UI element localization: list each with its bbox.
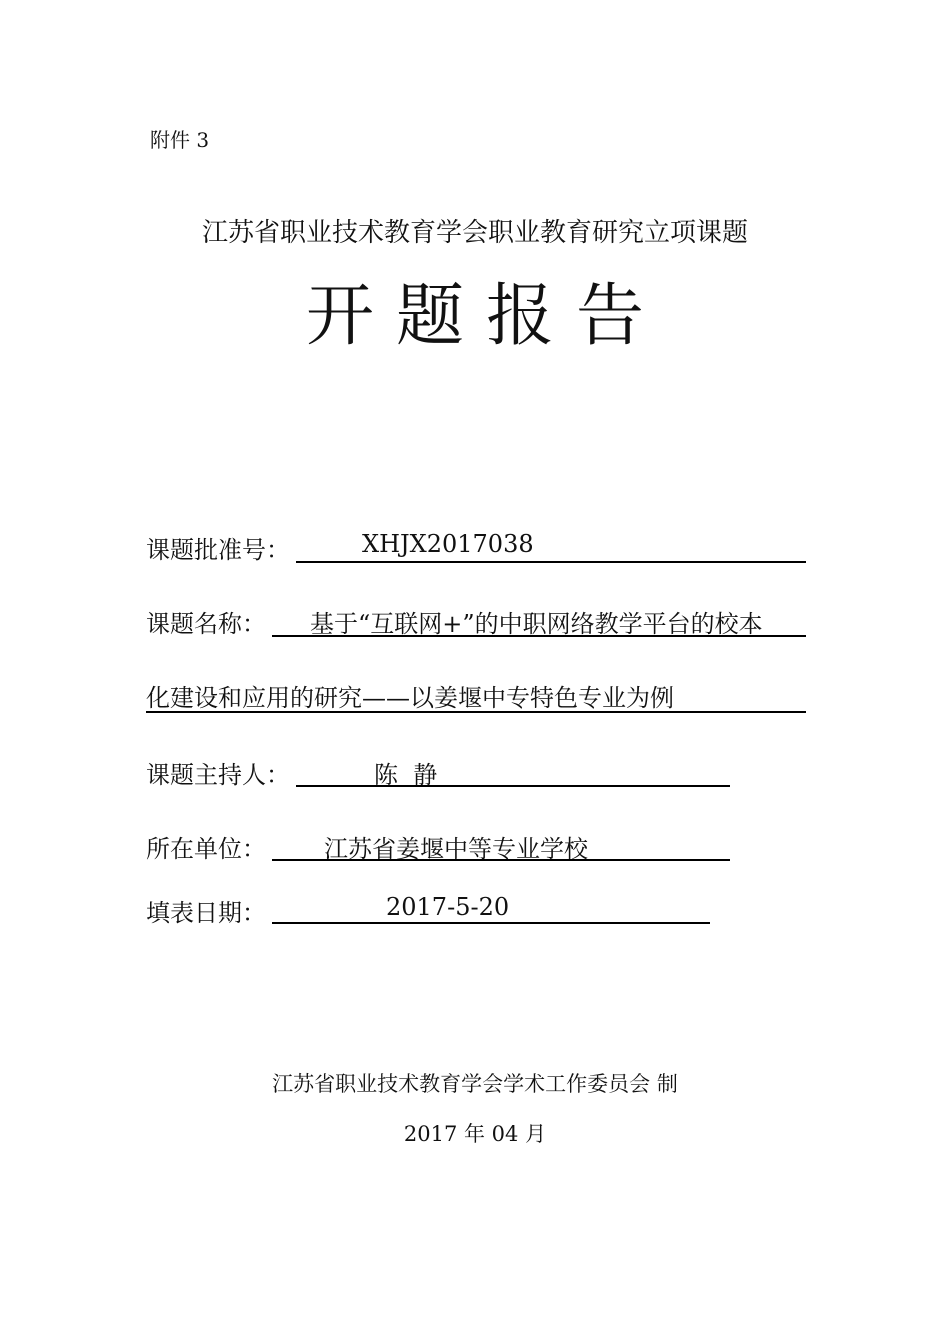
organization-value: 江苏省姜堰中等专业学校 [324, 835, 588, 863]
project-name-value-line1: 基于“互联网+”的中职网络教学平台的校本 [310, 610, 763, 638]
host-underline [296, 785, 730, 787]
fill-date-value: 2017-5-20 [386, 893, 510, 921]
approval-no-label: 课题批准号： [146, 536, 290, 564]
project-name-underline-2 [146, 711, 806, 713]
report-subtitle: 江苏省职业技术教育学会职业教育研究立项课题 [201, 218, 748, 248]
host-label: 课题主持人： [146, 761, 290, 789]
approval-no-underline [296, 561, 806, 563]
attachment-label: 附件 3 [150, 128, 210, 152]
page-title: 开题报告 [305, 277, 666, 356]
project-name-value-line2: 化建设和应用的研究——以姜堰中专特色专业为例 [146, 684, 674, 712]
footer-date: 2017 年 04 月 [403, 1122, 547, 1146]
project-name-label: 课题名称： [146, 610, 266, 638]
host-value: 陈 静 [374, 761, 438, 789]
organization-label: 所在单位： [146, 835, 266, 863]
approval-no-value: XHJX2017038 [362, 530, 534, 558]
fill-date-underline [272, 922, 710, 924]
fill-date-label: 填表日期： [146, 899, 266, 927]
organization-underline [272, 859, 730, 861]
project-name-underline-1 [272, 635, 806, 637]
footer-issuer: 江苏省职业技术教育学会学术工作委员会 制 [272, 1072, 678, 1096]
